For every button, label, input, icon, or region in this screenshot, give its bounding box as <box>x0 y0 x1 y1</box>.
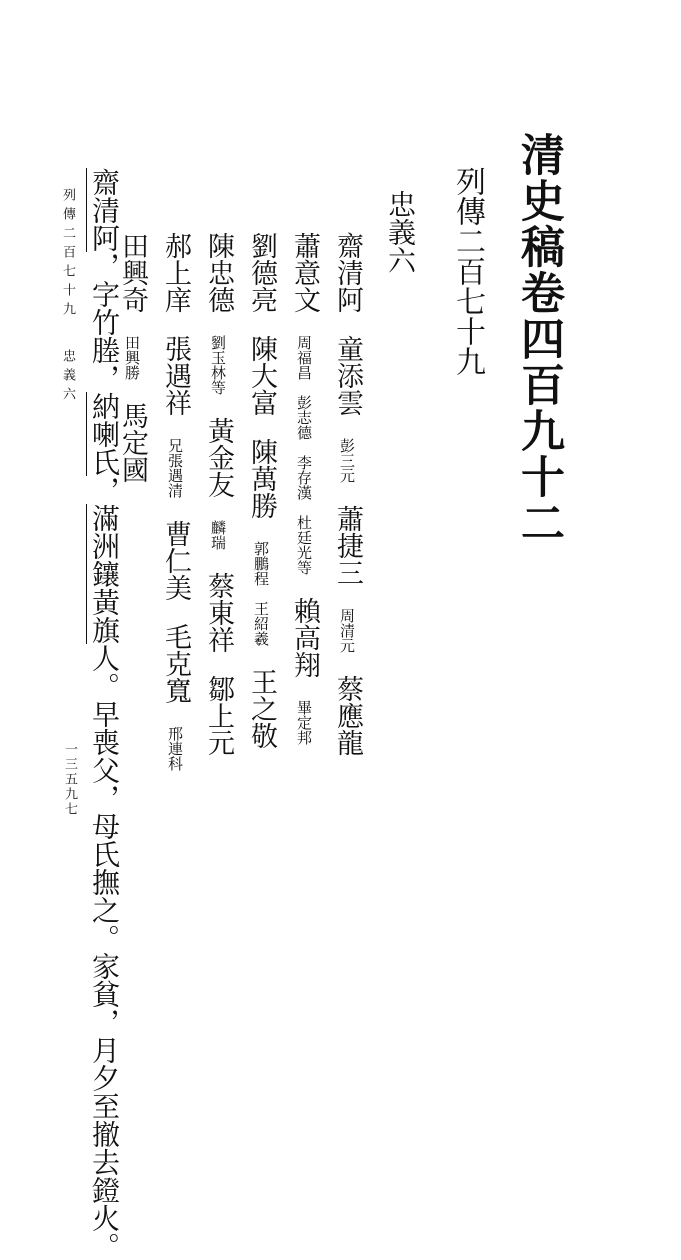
biography-subject-name: 鄒上元 <box>203 675 234 756</box>
volume-title: 清史稿卷四百九十二 <box>513 132 564 546</box>
header-section: 忠義六 <box>60 349 75 406</box>
biography-subject-name: 田興奇 <box>117 232 148 313</box>
biography-subject-name: 賴高翔 <box>289 597 320 678</box>
biography-subject-name: 陳萬勝 <box>246 438 277 519</box>
biography-number: 列傳二百七十九 <box>450 166 485 376</box>
biography-subject-name: 郝上庠 <box>160 232 191 313</box>
biography-subject-name: 劉德亮 <box>246 232 277 313</box>
biography-subject-name: 蕭捷三 <box>332 505 363 586</box>
appended-names: 劉玉林等 <box>209 335 227 395</box>
text-run: 人。早喪父，母氏撫之。家貧，月夕至撤去鐙火。 <box>88 644 121 1260</box>
biography-subject-name: 黃金友 <box>203 417 234 498</box>
appended-names: 麟瑞 <box>209 520 227 550</box>
clan-name: 納喇氏 <box>88 392 121 476</box>
person-name: 齋清阿 <box>88 168 121 252</box>
banner-name: 滿洲鑲黃旗 <box>88 504 121 644</box>
biography-subject-name: 童添雲 <box>332 335 363 416</box>
text-run: ，字竹塍， <box>88 252 121 392</box>
name-list-column <box>291 232 318 767</box>
appended-names: 田興勝 <box>123 335 141 380</box>
appended-names: 彭三元 <box>338 438 356 483</box>
appended-names: 周福昌 彭志德 李存漢 杜廷光等 <box>295 335 313 575</box>
biography-subject-name: 王之敬 <box>246 668 277 749</box>
name-list-column <box>205 232 232 778</box>
appended-names: 兄張遇清 <box>166 438 184 498</box>
biography-text <box>88 168 121 1260</box>
biography-subject-name: 毛克寬 <box>160 623 191 704</box>
appended-names: 邢連科 <box>166 726 184 771</box>
page-number: 一三五九七 <box>62 742 77 817</box>
header-juan: 列傳二百七十九 <box>60 188 75 321</box>
biography-subject-name: 蔡東祥 <box>203 572 234 653</box>
section-title: 忠義六 <box>384 190 417 274</box>
name-list-column <box>334 232 361 778</box>
biography-subject-name: 陳大富 <box>246 335 277 416</box>
biography-subject-name: 張遇祥 <box>160 335 191 416</box>
appended-names: 畢定邦 <box>295 700 313 745</box>
name-list-column <box>162 232 189 793</box>
biography-subject-name: 馬定國 <box>117 402 148 483</box>
appended-names: 周清元 <box>338 608 356 653</box>
biography-subject-name: 蔡應龍 <box>332 675 363 756</box>
name-list-column <box>248 232 275 771</box>
appended-names: 郭鵬程 王紹羲 <box>252 541 270 646</box>
biography-subject-name: 陳忠德 <box>203 232 234 313</box>
running-header <box>58 188 77 406</box>
name-list-column <box>119 232 146 505</box>
biography-subject-name: 齋清阿 <box>332 232 363 313</box>
biography-subject-name: 曹仁美 <box>160 520 191 601</box>
biography-subject-name: 蕭意文 <box>289 232 320 313</box>
text-run: ， <box>88 476 121 504</box>
